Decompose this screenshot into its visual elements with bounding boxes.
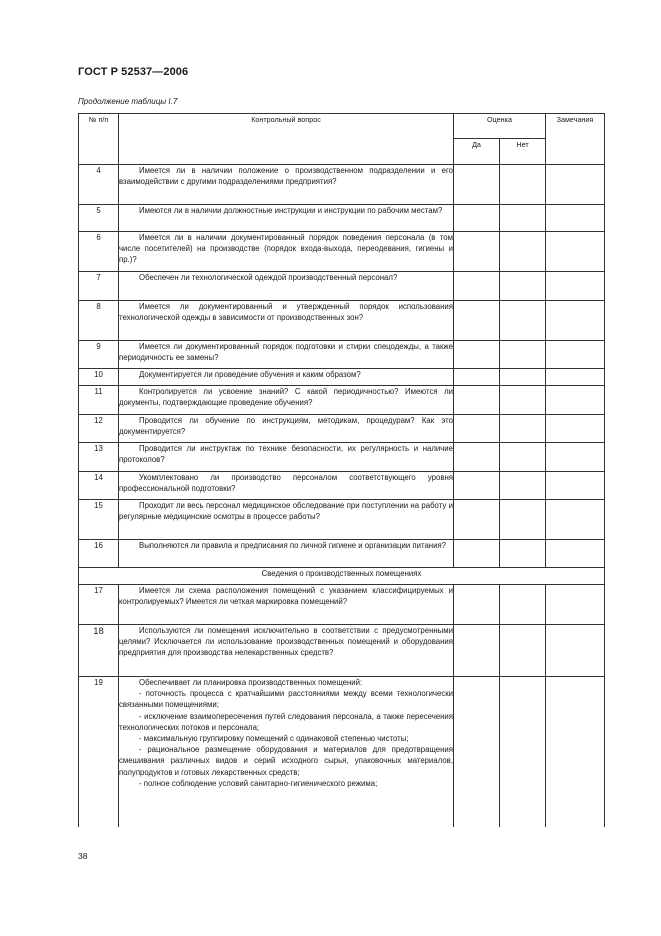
header-yes: Да	[454, 139, 500, 165]
question-text: Имеются ли в наличии должностные инструкции и инструкции по рабочим местам?	[119, 205, 454, 232]
list-item: - рациональное размещение оборудования и материалов для предотвращения смешивания различных видов и серий исходного сырья, упаковочных материалов, полупродуктов и готовых лекарственных средств;	[119, 745, 453, 777]
question-text: Выполняются ли правила и предписания по личной гигиене и организации питания?	[119, 540, 454, 568]
remarks-cell[interactable]	[546, 205, 605, 232]
table-row	[79, 386, 605, 415]
row-number: 12	[79, 415, 119, 443]
question-text: Обеспечен ли технологической одеждой производственный персонал?	[119, 272, 454, 301]
yes-cell[interactable]	[454, 205, 500, 232]
question-text: Имеется ли схема расположения помещений с указанием классифицируемых и контролируемых? Имеется ли четкая маркировка помещений?	[119, 585, 454, 625]
yes-cell[interactable]	[454, 301, 500, 341]
table-row	[79, 443, 605, 472]
question-text: Имеется ли документированный и утвержденный порядок использования технологической одежды в зависимости от производственных зон?	[119, 301, 454, 341]
yes-cell[interactable]	[454, 443, 500, 472]
row-number: 6	[79, 232, 119, 272]
header-no: Нет	[500, 139, 546, 165]
question-text: Используются ли помещения исключительно в соответствии с предусмотренными целями? Исключается ли использование производственных помещений и оборудования предприятия для производства нелекарственных средств?	[119, 625, 454, 677]
table-row	[79, 165, 605, 205]
no-cell[interactable]	[500, 540, 546, 568]
no-cell[interactable]	[500, 415, 546, 443]
question-text: Проводится ли обучение по инструкциям, методикам, процедурам? Как это документируется?	[119, 415, 454, 443]
no-cell[interactable]	[500, 232, 546, 272]
list-item: - полное соблюдение условий санитарно-гигиенического режима;	[139, 778, 378, 788]
no-cell[interactable]	[500, 369, 546, 386]
table-row	[79, 500, 605, 540]
question-text: Укомплектовано ли производство персоналом соответствующего уровня профессиональной подготовки?	[119, 472, 454, 500]
yes-cell[interactable]	[454, 369, 500, 386]
list-item: - исключение взаимопересечения путей следования персонала, а также пересечения технологических потоков и персонала;	[119, 711, 453, 732]
remarks-cell[interactable]	[546, 341, 605, 369]
no-cell[interactable]	[500, 272, 546, 301]
no-cell[interactable]	[500, 386, 546, 415]
header-num: № п/п	[79, 114, 119, 165]
no-cell[interactable]	[500, 341, 546, 369]
no-cell[interactable]	[500, 585, 546, 625]
row-number: 18	[79, 625, 119, 677]
row-number: 17	[79, 585, 119, 625]
remarks-cell[interactable]	[546, 500, 605, 540]
question-text: Проходит ли весь персонал медицинское обследование при поступлении на работу и регулярные медицинские осмотры в процессе работы?	[119, 500, 454, 540]
remarks-cell[interactable]	[546, 585, 605, 625]
yes-cell[interactable]	[454, 500, 500, 540]
no-cell[interactable]	[500, 472, 546, 500]
no-cell[interactable]	[500, 625, 546, 677]
question-text: Проводится ли инструктаж по технике безопасности, их регулярность и наличие протоколов?	[119, 443, 454, 472]
remarks-cell[interactable]	[546, 625, 605, 677]
header-rating: Оценка	[454, 114, 546, 139]
no-cell[interactable]	[500, 301, 546, 341]
remarks-cell[interactable]	[546, 369, 605, 386]
row-number: 5	[79, 205, 119, 232]
section-row	[79, 568, 605, 585]
row-number: 15	[79, 500, 119, 540]
table-row	[79, 677, 605, 827]
row-number: 14	[79, 472, 119, 500]
remarks-cell[interactable]	[546, 386, 605, 415]
row-number: 10	[79, 369, 119, 386]
table-row	[79, 341, 605, 369]
yes-cell[interactable]	[454, 415, 500, 443]
question-text: Документируется ли проведение обучения и каким образом?	[119, 369, 454, 386]
row-number: 7	[79, 272, 119, 301]
table-row	[79, 272, 605, 301]
row-number: 16	[79, 540, 119, 568]
question-intro: Обеспечивает ли планировка производственных помещений:	[139, 678, 363, 687]
question-text: Имеется ли в наличии положение о производственном подразделении и его взаимодействии с другими подразделениями предприятия?	[119, 165, 454, 205]
remarks-cell[interactable]	[546, 165, 605, 205]
yes-cell[interactable]	[454, 272, 500, 301]
yes-cell[interactable]	[454, 386, 500, 415]
remarks-cell[interactable]	[546, 415, 605, 443]
table-caption: Продолжение таблицы I.7	[78, 97, 178, 106]
yes-cell[interactable]	[454, 232, 500, 272]
no-cell[interactable]	[500, 500, 546, 540]
no-cell[interactable]	[500, 443, 546, 472]
header-question: Контрольный вопрос	[119, 114, 454, 165]
remarks-cell[interactable]	[546, 540, 605, 568]
no-cell[interactable]	[500, 677, 546, 827]
yes-cell[interactable]	[454, 165, 500, 205]
question-text: Контролируется ли усвоение знаний? С какой периодичностью? Имеются ли документы, подтверждающие проведение обучения?	[119, 386, 454, 415]
yes-cell[interactable]	[454, 625, 500, 677]
remarks-cell[interactable]	[546, 301, 605, 341]
row-number: 4	[79, 165, 119, 205]
table-row	[79, 625, 605, 677]
row-number: 13	[79, 443, 119, 472]
list-item: - максимальную группировку помещений с одинаковой степенью чистоты;	[139, 734, 409, 744]
yes-cell[interactable]	[454, 341, 500, 369]
remarks-cell[interactable]	[546, 272, 605, 301]
yes-cell[interactable]	[454, 472, 500, 500]
header-remarks: Замечания	[546, 114, 605, 165]
table-row	[79, 301, 605, 341]
no-cell[interactable]	[500, 205, 546, 232]
remarks-cell[interactable]	[546, 677, 605, 827]
list-item: - поточность процесса с кратчайшими расстояниями между всеми технологически связанными помещениями;	[119, 689, 453, 710]
remarks-cell[interactable]	[546, 443, 605, 472]
table-row	[79, 585, 605, 625]
question-text	[119, 677, 454, 827]
row-number: 19	[79, 677, 119, 827]
page-number: 38	[78, 851, 88, 861]
yes-cell[interactable]	[454, 585, 500, 625]
row-number: 11	[79, 386, 119, 415]
checklist-table	[78, 113, 605, 827]
table-row	[79, 232, 605, 272]
yes-cell[interactable]	[454, 540, 500, 568]
table-row	[79, 472, 605, 500]
table-row	[79, 369, 605, 386]
yes-cell[interactable]	[454, 677, 500, 827]
remarks-cell[interactable]	[546, 232, 605, 272]
question-text: Имеется ли документированный порядок подготовки и стирки спецодежды, а также периодичность ее замены?	[119, 341, 454, 369]
question-text: Имеется ли в наличии документированный порядок поведения персонала (в том числе посетителей) на производстве (порядок входа-выхода, переодевания, гигиены и пр.)?	[119, 232, 454, 272]
table-row	[79, 540, 605, 568]
row-number: 8	[79, 301, 119, 341]
no-cell[interactable]	[500, 165, 546, 205]
table-row	[79, 205, 605, 232]
table-row	[79, 415, 605, 443]
remarks-cell[interactable]	[546, 472, 605, 500]
document-standard-title: ГОСТ Р 52537—2006	[78, 66, 189, 78]
section-title: Сведения о производственных помещениях	[79, 568, 605, 585]
row-number: 9	[79, 341, 119, 369]
